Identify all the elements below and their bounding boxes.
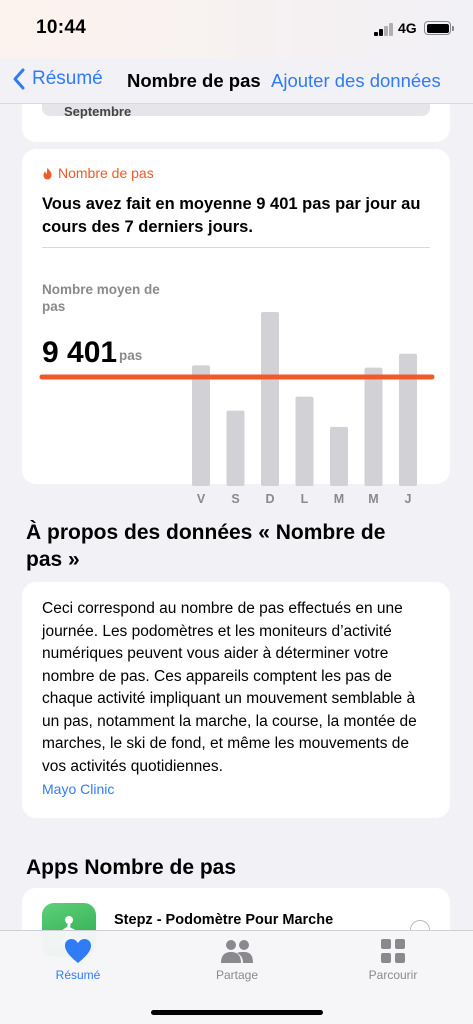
chart-bar [296, 397, 314, 486]
signal-icon [374, 23, 394, 36]
app-name: Stepz - Podomètre Pour Marche [114, 912, 334, 928]
steps-card[interactable] [22, 149, 450, 506]
about-title: À propos des données « Nombre de pas » [26, 521, 386, 571]
status-bar [0, 0, 473, 58]
apps-title: Apps Nombre de pas [26, 856, 237, 879]
average-label: Nombre moyen de pas [42, 282, 160, 314]
average-unit: pas [119, 348, 143, 363]
scroll-content[interactable] [0, 104, 473, 930]
steps-bar-chart [22, 149, 450, 506]
chart-bar [399, 354, 417, 486]
battery-icon [424, 21, 451, 35]
tab-browse-label: Parcourir [368, 968, 418, 982]
home-indicator [151, 1010, 323, 1015]
chart-bar [330, 427, 348, 486]
chart-tick-label: D [265, 492, 275, 506]
page-title: Nombre de pas [127, 70, 261, 91]
grid-icon [380, 938, 406, 964]
source-link[interactable]: Mayo Clinic [42, 781, 115, 797]
about-card [22, 582, 450, 818]
chart-tick-label: L [300, 492, 309, 506]
heart-icon [64, 938, 92, 964]
people-icon [219, 938, 255, 964]
tab-summary-label: Résumé [55, 968, 101, 982]
chart-bar [227, 411, 245, 486]
chart-bar [365, 368, 383, 486]
chart-tick-label: V [196, 492, 206, 506]
chevron-left-icon [12, 68, 26, 90]
chart-bar [192, 365, 210, 486]
steps-header-label: Nombre de pas [58, 165, 154, 181]
chart-tick-label: S [231, 492, 240, 506]
chart-tick-label: M [368, 492, 379, 506]
tab-share-label: Partage [215, 968, 259, 982]
back-label: Résumé [32, 68, 103, 89]
battery-tip [452, 26, 454, 31]
add-data-button[interactable]: Ajouter des données [271, 70, 441, 91]
status-time: 10:44 [36, 17, 87, 38]
network-label: 4G [398, 20, 417, 36]
previous-card-text: Septembre [64, 104, 132, 119]
chart-bar [261, 312, 279, 486]
nav-bar [0, 58, 473, 104]
tab-share[interactable] [187, 938, 287, 982]
chart-tick-label: M [333, 492, 345, 506]
steps-summary: Vous avez fait en moyenne 9 401 pas par jour au cours des 7 derniers jours. [42, 195, 421, 236]
about-text: Ceci correspond au nombre de pas effectués en une journée. Les podomètres et les moniteurs d’activité numériques peuvent vous aider à déterminer votre nombre de pas. Ces appareils comptent les pas de chaque activité impliquant un mouvement semblable à un pas, notamment la marche, la course, la montée de marches, le ski de fond, et même les mouvements de vos activités quotidiennes. [42, 600, 417, 775]
tab-browse[interactable] [343, 938, 443, 982]
back-button[interactable] [12, 68, 103, 90]
tab-summary[interactable] [28, 938, 128, 982]
average-value: 9 401 [42, 336, 118, 369]
chart-tick-label: J [404, 492, 412, 506]
